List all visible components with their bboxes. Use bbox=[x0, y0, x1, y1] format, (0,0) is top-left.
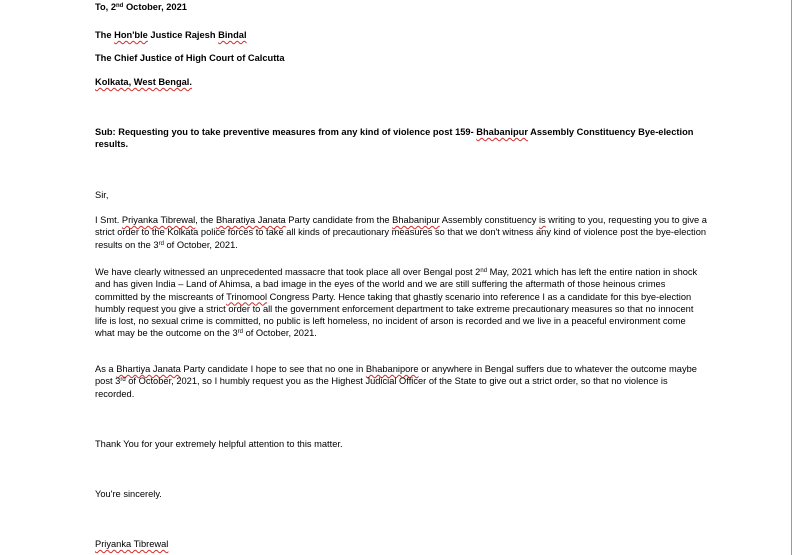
signature-line bbox=[95, 538, 168, 550]
addressee-location-line bbox=[95, 76, 192, 88]
para-superscript: rd bbox=[158, 240, 164, 247]
date-line bbox=[95, 1, 187, 13]
para-name: Priyanka Tibrewal bbox=[121, 215, 196, 225]
para-text: Congress Party. Hence taking that ghastly scenario into reference I as a candidate for this bye-election humbly request you give a strict order to all the government enforcement department to take extreme precautionary measures so that no innocent life is lost, no sexual crime is committed, no public is left homeless, no incident of arson is recorded and we live in a peaceful environment come what may be the outcome on the 3 bbox=[95, 291, 694, 339]
addressee-location: Kolkata, West Bengal. bbox=[95, 77, 192, 87]
date-rest: October, 2021 bbox=[123, 2, 187, 12]
addressee-title-line: The Chief Justice of High Court of Calcutta bbox=[95, 53, 285, 63]
para-text: I Smt. bbox=[95, 215, 122, 225]
paragraph-2 bbox=[95, 266, 707, 340]
addressee-honorific: Hon'ble bbox=[114, 30, 148, 40]
paragraph-3 bbox=[95, 363, 707, 400]
closing-line: You're sincerely. bbox=[95, 489, 162, 499]
para-text: May, 2021 which has left the entire nation in shock and has given India – Land of Ahimsa, a bad image in the eyes of the world and we are still suffering the aftermath of those heinous crimes committed by the miscreants of bbox=[95, 267, 698, 302]
para-text: of October, 2021, so I humbly request you as the Highest Judicial Officer of the State to give out a strict order, so that no violence is recorded. bbox=[95, 376, 668, 399]
para-text: As a bbox=[95, 364, 117, 374]
para-place: Bhabanipur bbox=[392, 215, 440, 225]
subject-line bbox=[95, 126, 707, 151]
subject-text: Assembly Constituency Bye-election results. bbox=[95, 127, 694, 150]
para-text: of October, 2021. bbox=[163, 239, 238, 250]
para-text: Party candidate from the bbox=[285, 215, 393, 225]
para-superscript: rd bbox=[120, 377, 126, 384]
para-superscript: nd bbox=[480, 268, 488, 274]
para-text: or anywhere in Bengal suffers due to whatever the outcome maybe post 3 bbox=[95, 364, 697, 387]
para-word: is bbox=[538, 215, 546, 225]
thanks-line: Thank You for your extremely helpful attention to this matter. bbox=[95, 439, 343, 449]
para-text: , the bbox=[195, 215, 216, 225]
signature-name: Priyanka Tibrewal bbox=[95, 539, 169, 549]
paragraph-1 bbox=[95, 214, 707, 251]
date-superscript: nd bbox=[116, 3, 124, 9]
salutation: Sir, bbox=[95, 190, 109, 200]
date-prefix: To, 2 bbox=[95, 2, 117, 12]
para-party: Trinomool bbox=[226, 291, 268, 302]
para-text: of October, 2021. bbox=[242, 328, 317, 339]
para-text: We have clearly witnessed an unprecedented massacre that took place all over Bengal post 2 bbox=[95, 267, 481, 277]
para-text: Assembly constituency bbox=[439, 215, 539, 225]
subject-place: Bhabanipur bbox=[476, 127, 528, 137]
para-superscript: rd bbox=[237, 329, 243, 336]
para-text: writing to you, requesting you to give a strict order to the Kolkata police forces to take all kinds of precautionary measures so that we don't witness any kind of violence post the bye-election results on the 3 bbox=[95, 215, 707, 250]
para-place: Bhabanipore bbox=[365, 364, 419, 374]
para-text: Party candidate I hope to see that no one in bbox=[180, 364, 366, 374]
para-party: Bhartiya Janata bbox=[116, 364, 181, 374]
addressee-name-line bbox=[95, 29, 247, 41]
addressee-text: The bbox=[95, 30, 115, 40]
subject-text: Sub: Requesting you to take preventive measures from any kind of violence post 159- bbox=[95, 127, 477, 137]
addressee-surname: Bindal bbox=[218, 30, 247, 40]
addressee-text: Justice Rajesh bbox=[147, 30, 219, 40]
para-party: Bharatiya Janata bbox=[215, 215, 286, 225]
